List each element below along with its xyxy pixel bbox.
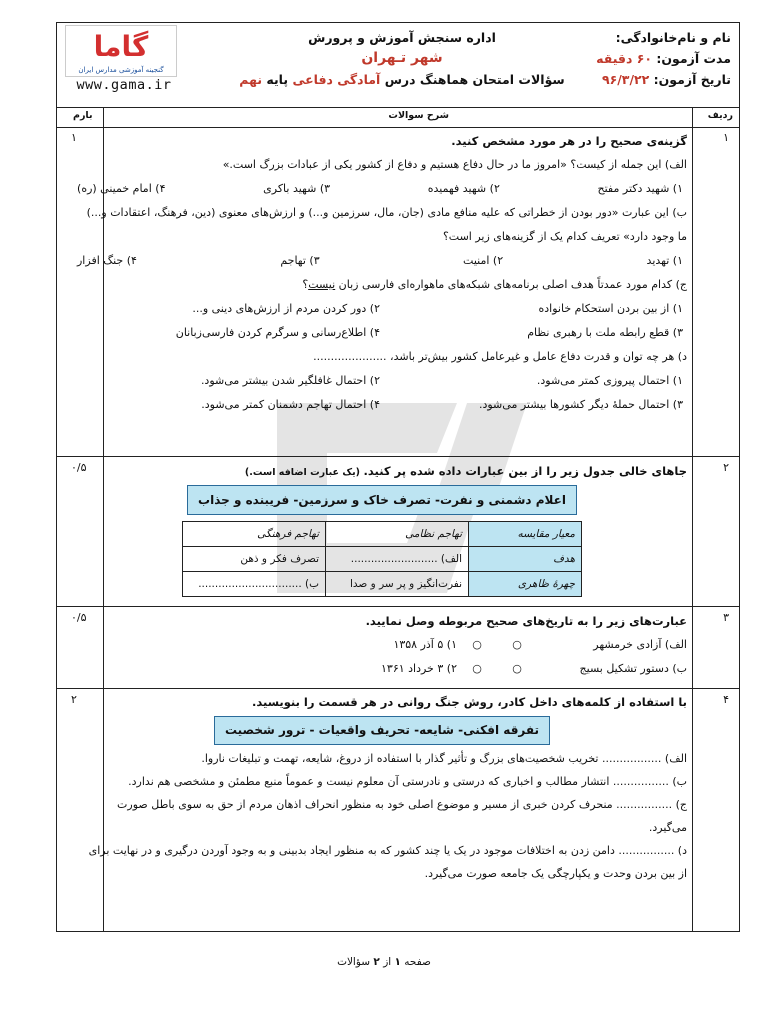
exam-grade-prefix: پایه bbox=[266, 72, 289, 87]
match-dot-icon[interactable]: ○ bbox=[472, 638, 482, 651]
footer-page-label: صفحه bbox=[404, 956, 431, 968]
option[interactable]: ۳) تهاجم bbox=[280, 254, 320, 267]
question-number: ۴ bbox=[723, 693, 729, 706]
footer-of-label: از bbox=[383, 956, 392, 968]
date-label: تاریخ آزمون: bbox=[653, 72, 731, 87]
table-cell: نفرت‌انگیز و پر سر و صدا bbox=[326, 572, 469, 597]
question-part-d: د) هر چه توان و قدرت دفاع عامل و غیرعامل کشور بیش‌تر باشد، ..................... bbox=[313, 350, 687, 363]
option[interactable]: ۱) احتمال پیروزی کمتر می‌شود. bbox=[536, 374, 683, 387]
student-name-label: نام و نام‌خانوادگی: bbox=[615, 30, 731, 45]
option[interactable]: ۲) احتمال غافلگیر شدن بیشتر می‌شود. bbox=[200, 374, 380, 387]
question-body bbox=[77, 691, 687, 885]
footer-questions-label: سؤالات bbox=[337, 956, 371, 968]
option[interactable]: ۱) تهدید bbox=[646, 254, 683, 267]
column-header-row bbox=[57, 107, 739, 128]
gama-logo bbox=[65, 25, 177, 77]
exam-subject: آمادگی دفاعی bbox=[292, 72, 381, 87]
exam-sheet bbox=[56, 22, 740, 932]
table-cell: هدف bbox=[469, 547, 582, 572]
question-part-b: ب) این عبارت «دور بودن از خطراتی که علیه منافع مادی (جان، مال، سرزمین و...) و ارزش‌های معنوی (دین، فرهنگ، اعتقادات و...) ما وجود دارد» تعریف کدام یک از گزینه‌های زیر است؟ bbox=[86, 206, 687, 243]
exam-grade: نهم bbox=[239, 72, 263, 87]
question-score: ۱ bbox=[71, 131, 77, 144]
question-note: (یک عبارت اضافه است.) bbox=[244, 467, 360, 478]
option[interactable]: ۱) شهید دکتر مفتح bbox=[597, 182, 683, 195]
match-date: ۱) ۵ آذر ۱۳۵۸ bbox=[393, 638, 457, 651]
office-name: اداره سنجش آموزش و پرورش bbox=[308, 30, 496, 45]
exam-title bbox=[237, 69, 567, 90]
date-value: ۹۶/۳/۲۲ bbox=[601, 72, 650, 87]
option[interactable]: ۴) امام خمینی (ره) bbox=[77, 182, 166, 195]
word-box: اعلام دشمنی و نفرت- تصرف خاک و سرزمین- فریبنده و جذاب bbox=[187, 485, 577, 515]
option[interactable]: ۴) جنگ افزار bbox=[77, 254, 137, 267]
question-body bbox=[77, 129, 687, 417]
options-part-a bbox=[77, 177, 687, 201]
option[interactable]: ۲) امنیت bbox=[463, 254, 504, 267]
option[interactable]: ۳) شهید باکری bbox=[263, 182, 331, 195]
match-dot-icon[interactable]: ○ bbox=[512, 638, 522, 651]
match-row bbox=[77, 657, 687, 681]
question-row-4 bbox=[57, 689, 739, 933]
question-mark: ؟ bbox=[302, 278, 309, 291]
table-cell-blank[interactable]: الف) .......................... bbox=[326, 547, 469, 572]
table-row bbox=[183, 547, 582, 572]
question-row-2 bbox=[57, 457, 739, 607]
word-box-wrap bbox=[77, 716, 687, 745]
table-cell: تصرف فکر و ذهن bbox=[183, 547, 326, 572]
question-part-c bbox=[77, 273, 687, 297]
question-title-line bbox=[77, 459, 687, 485]
logo-subtitle: گنجینه آموزشی مدارس ایران bbox=[78, 66, 164, 74]
footer-total-pages: ۲ bbox=[373, 956, 380, 968]
exam-title-block bbox=[237, 27, 567, 90]
question-part-b: ب) ................ انتشار مطالب و اخباری که درستی و نادرستی آن معلوم نیست و عموماً منبع مطمئن و مشخصی هم ندارد. bbox=[128, 775, 687, 788]
question-part-a: الف) این جمله از کیست؟ «امروز ما در حال دفاع هستیم و دفاع از کشور یکی از عبادات بزرگ است.» bbox=[222, 158, 687, 171]
exam-info bbox=[581, 27, 731, 90]
option[interactable]: ۴) احتمال تهاجم دشمنان کمتر می‌شود. bbox=[201, 398, 380, 411]
question-number: ۱ bbox=[723, 131, 729, 144]
question-title: گزینه‌ی صحیح را در هر مورد مشخص کنید. bbox=[451, 134, 687, 148]
question-title: جاهای خالی جدول زیر را از بین عبارات داده شده پر کنید. bbox=[363, 464, 687, 478]
question-number: ۲ bbox=[723, 461, 729, 474]
option[interactable]: ۳) قطع رابطه ملت با رهبری نظام bbox=[527, 326, 683, 339]
option[interactable]: ۲) شهید فهمیده bbox=[427, 182, 500, 195]
table-header: معیار مقایسه bbox=[469, 522, 582, 547]
table-row bbox=[183, 572, 582, 597]
footer-page-number: ۱ bbox=[394, 956, 401, 968]
col-row-label: ردیف bbox=[707, 110, 733, 121]
page-footer bbox=[0, 956, 768, 968]
options-part-d bbox=[77, 369, 687, 417]
question-score: ۰/۵ bbox=[71, 611, 87, 624]
options-part-c bbox=[77, 297, 687, 345]
exam-title-prefix: سؤالات امتحان هماهنگ درس bbox=[384, 72, 565, 87]
question-part-a: الف) ................. تخریب شخصیت‌های بزرگ و تأثیر گذار با استفاده از دروغ، شایعه، تهمت و تبلیغات ناروا. bbox=[201, 752, 687, 765]
logo-text: گاما bbox=[93, 30, 149, 63]
match-item: ب) دستور تشکیل بسیج bbox=[579, 662, 687, 675]
exam-date bbox=[581, 69, 731, 90]
table-header: تهاجم فرهنگی bbox=[183, 522, 326, 547]
question-number: ۳ bbox=[723, 611, 729, 624]
match-dot-icon[interactable]: ○ bbox=[472, 662, 482, 675]
question-part-c: ج) ................ منحرف کردن خبری از مسیر و موضوع اصلی خود به منظور انحراف اذهان مردم از حق به سوی باطل صورت می‌گیرد. bbox=[117, 798, 687, 834]
question-title: عبارت‌های زیر را به تاریخ‌های صحیح مربوطه وصل نمایید. bbox=[365, 614, 687, 628]
match-row bbox=[77, 633, 687, 657]
negation-word: نیست bbox=[308, 278, 336, 291]
comparison-table bbox=[182, 521, 582, 597]
exam-header bbox=[57, 23, 739, 108]
question-score: ۲ bbox=[71, 693, 77, 706]
question-score: ۰/۵ bbox=[71, 461, 87, 474]
question-row-1 bbox=[57, 127, 739, 457]
question-body bbox=[77, 609, 687, 681]
table-header: تهاجم نظامی bbox=[326, 522, 469, 547]
col-score-label: بارم bbox=[73, 110, 93, 121]
city-name: شهر تـهران bbox=[361, 50, 443, 66]
word-box-wrap bbox=[77, 485, 687, 515]
table-cell: چهرهٔ ظاهری bbox=[469, 572, 582, 597]
duration-label: مدت آزمون: bbox=[656, 51, 731, 66]
col-desc-label: شرح سوالات bbox=[388, 110, 449, 121]
match-dot-icon[interactable]: ○ bbox=[512, 662, 522, 675]
question-title: با استفاده از کلمه‌های داخل کادر، روش جنگ روانی در هر قسمت را بنویسید. bbox=[251, 695, 687, 709]
option[interactable]: ۳) احتمال حملهٔ دیگر کشورها بیشتر می‌شود. bbox=[478, 398, 683, 411]
exam-duration bbox=[581, 48, 731, 69]
option[interactable]: ۱) از بین بردن استحکام خانواده bbox=[538, 302, 683, 315]
question-part-d: د) ................ دامن زدن به اختلافات موجود در یک یا چند کشور که به منظور ایجاد بدبینی و به وجود آوردن درگیری و در نهایت برای از بین بردن وحدت و یکپارچگی یک جامعه صورت می‌گیرد. bbox=[88, 844, 687, 880]
question-body bbox=[77, 459, 687, 597]
duration-value: ۶۰ دقیقه bbox=[596, 51, 653, 66]
option[interactable]: ۲) دور کردن مردم از ارزش‌های دینی و... bbox=[192, 302, 380, 315]
match-date: ۲) ۳ خرداد ۱۳۶۱ bbox=[381, 662, 457, 675]
website-url: www.gama.ir bbox=[76, 77, 172, 93]
question-row-3 bbox=[57, 607, 739, 689]
option[interactable]: ۴) اطلاع‌رسانی و سرگرم کردن فارسی‌زبانان bbox=[175, 326, 380, 339]
question-part-c-text: ج) کدام مورد عمدتاً هدف اصلی برنامه‌های شبکه‌های ماهواره‌ای فارسی زبان bbox=[335, 278, 687, 291]
table-cell-blank[interactable]: ب) ............................... bbox=[183, 572, 326, 597]
word-box: تفرقه افکنی- شایعه- تحریف واقعیات - ترور شخصیت bbox=[214, 716, 550, 745]
table-header-row bbox=[183, 522, 582, 547]
match-item: الف) آزادی خرمشهر bbox=[593, 638, 687, 651]
options-part-b bbox=[77, 249, 687, 273]
